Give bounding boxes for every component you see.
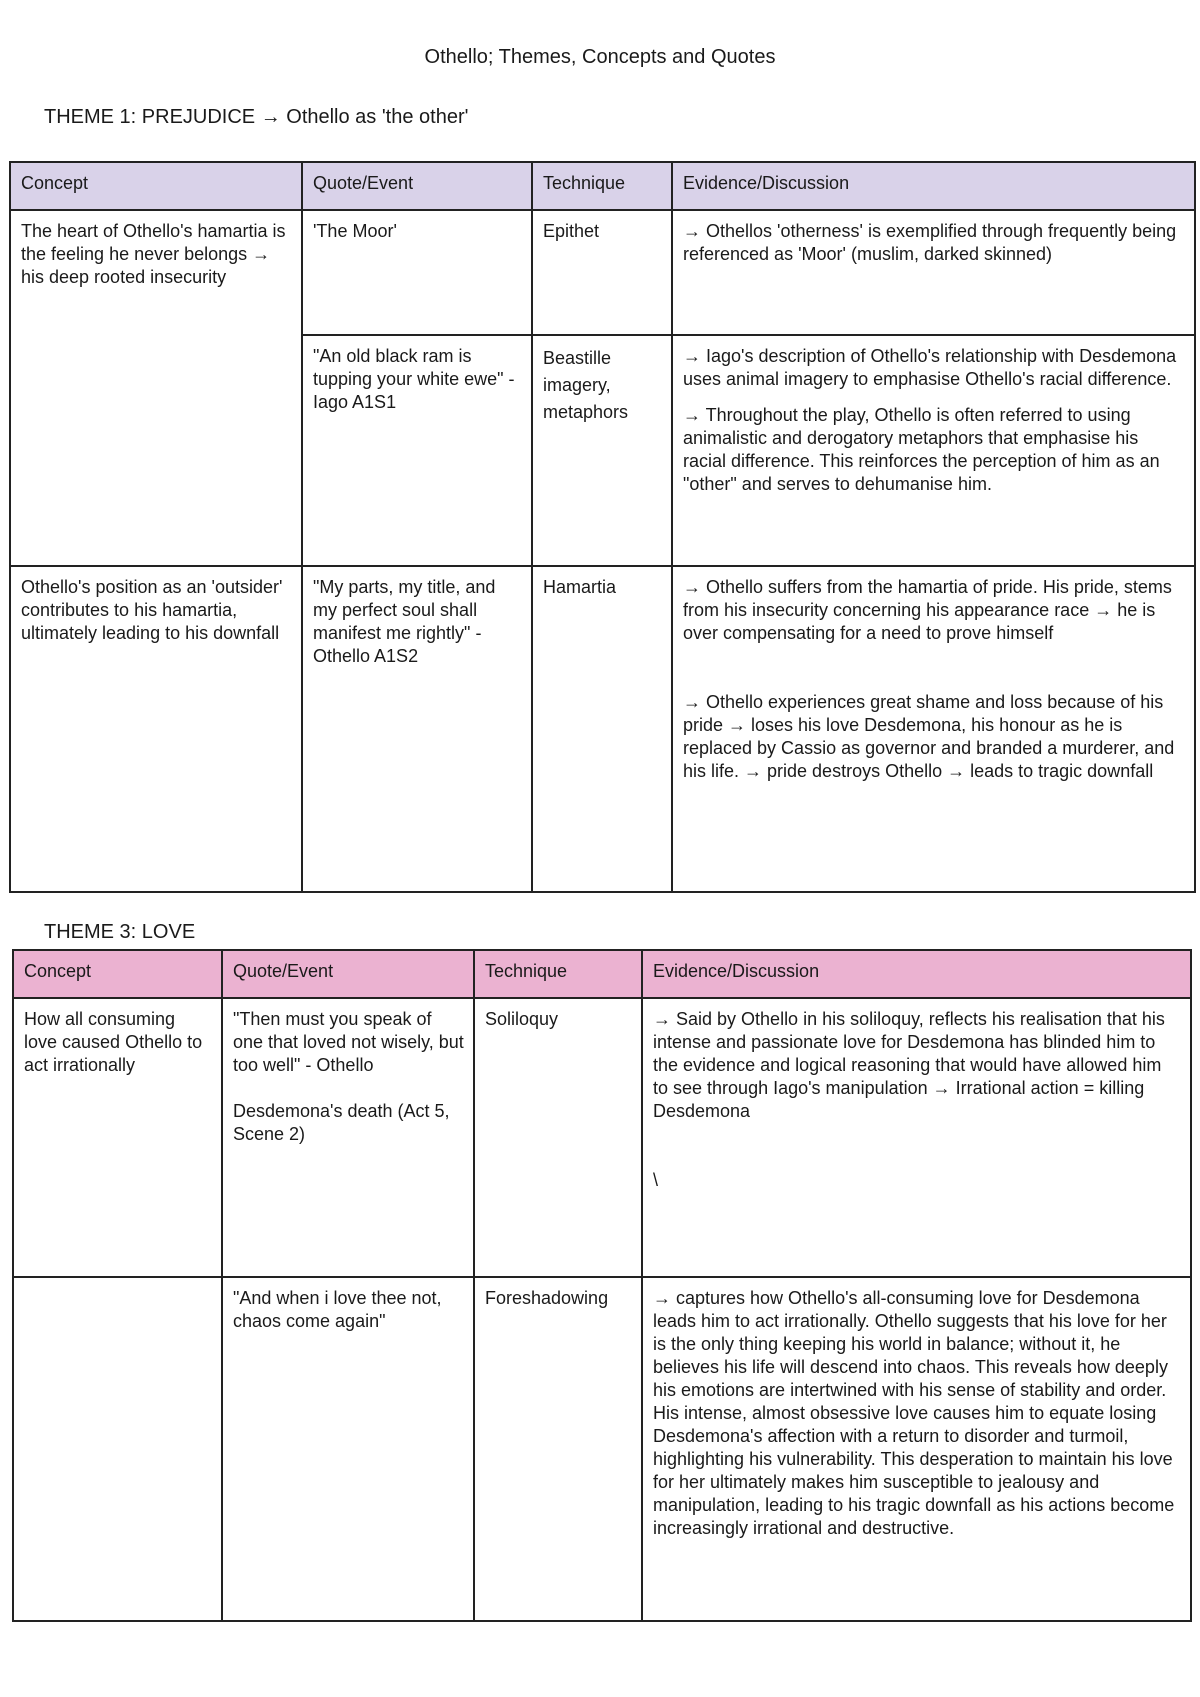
evidence-cell xyxy=(672,335,1195,566)
table-row xyxy=(13,998,1191,1277)
column-header-evidence: Evidence/Discussion xyxy=(642,950,1191,998)
table-row xyxy=(10,210,1195,335)
column-header-technique: Technique xyxy=(532,162,672,210)
evidence-cell xyxy=(642,1277,1191,1621)
evidence-paragraph: → Iago's description of Othello's relationship with Desdemona uses animal imagery to emphasise Othello's racial difference. xyxy=(683,346,1177,389)
quote-cell: "An old black ram is tupping your white ewe" - Iago A1S1 xyxy=(302,335,532,566)
evidence-paragraph: → Said by Othello in his soliloquy, reflects his realisation that his intense and passionate love for Desdemona has blinded him to the evidence and logical reasoning that would have allowed him to see through Iago's manipulation → Irrational action = killing Desdemona xyxy=(653,1009,1165,1121)
quote-text: "Then must you speak of one that loved not wisely, but too well" - Othello xyxy=(233,1009,464,1075)
theme1-heading: THEME 1: PREJUDICE → Othello as 'the other' xyxy=(44,106,469,128)
technique-cell: Soliloquy xyxy=(474,998,642,1277)
evidence-cell xyxy=(672,566,1195,892)
evidence-paragraph: \ xyxy=(653,1170,659,1190)
technique-cell: Hamartia xyxy=(532,566,672,892)
quote-cell: "And when i love thee not, chaos come again" xyxy=(222,1277,474,1621)
table-header-row xyxy=(10,162,1195,210)
column-header-concept: Concept xyxy=(13,950,222,998)
table-row xyxy=(10,566,1195,892)
technique-cell: Foreshadowing xyxy=(474,1277,642,1621)
column-header-quote: Quote/Event xyxy=(222,950,474,998)
concept-cell: How all consuming love caused Othello to act irrationally xyxy=(13,998,222,1277)
theme3-heading: THEME 3: LOVE xyxy=(44,921,196,943)
quote-cell: "My parts, my title, and my perfect soul shall manifest me rightly" - Othello A1S2 xyxy=(302,566,532,892)
evidence-cell xyxy=(642,998,1191,1277)
column-header-concept: Concept xyxy=(10,162,302,210)
evidence-paragraph: → Othello experiences great shame and loss because of his pride → loses his love Desdemona, his honour as he is replaced by Cassio as governor and branded a murderer, and his life. → pride destroys Othello → leads to tragic downfall xyxy=(683,692,1175,781)
technique-cell: Beastille imagery, metaphors xyxy=(532,335,672,566)
quote-event: Desdemona's death (Act 5, Scene 2) xyxy=(233,1101,450,1144)
concept-cell: The heart of Othello's hamartia is the feeling he never belongs → his deep rooted insecurity xyxy=(10,210,302,566)
table-header-row xyxy=(13,950,1191,998)
column-header-technique: Technique xyxy=(474,950,642,998)
evidence-cell xyxy=(672,210,1195,335)
column-header-evidence: Evidence/Discussion xyxy=(672,162,1195,210)
quote-cell xyxy=(222,998,474,1277)
technique-cell: Epithet xyxy=(532,210,672,335)
theme3-table xyxy=(12,949,1192,1622)
document-title: Othello; Themes, Concepts and Quotes xyxy=(424,46,776,68)
quote-cell: 'The Moor' xyxy=(302,210,532,335)
concept-cell xyxy=(13,1277,222,1621)
concept-cell: Othello's position as an 'outsider' contributes to his hamartia, ultimately leading to his downfall xyxy=(10,566,302,892)
evidence-paragraph: → Othellos 'otherness' is exemplified through frequently being referenced as 'Moor' (muslim, darked skinned) xyxy=(683,221,1177,264)
evidence-paragraph: → Throughout the play, Othello is often referred to using animalistic and derogatory metaphors that emphasise his racial difference. This reinforces the perception of him as an "other" and serves to dehumanise him. xyxy=(683,405,1160,494)
theme1-table xyxy=(9,161,1196,893)
table-row xyxy=(13,1277,1191,1621)
evidence-paragraph: → captures how Othello's all-consuming love for Desdemona leads him to act irrationally. Othello suggests that his love for her is the only thing keeping his world in balance; without it, he believes his life will descend into chaos. This reveals how deeply his emotions are intertwined with his sense of stability and order. His intense, almost obsessive love causes him to equate losing Desdemona's affection with a return to disorder and turmoil, highlighting his vulnerability. This desperation to maintain his love for her ultimately makes him susceptible to jealousy and manipulation, leading to his tragic downfall as his actions become increasingly irrational and destructive. xyxy=(653,1288,1175,1538)
column-header-quote: Quote/Event xyxy=(302,162,532,210)
evidence-paragraph: → Othello suffers from the hamartia of pride. His pride, stems from his insecurity concerning his appearance race → he is over compensating for a need to prove himself xyxy=(683,577,1172,643)
